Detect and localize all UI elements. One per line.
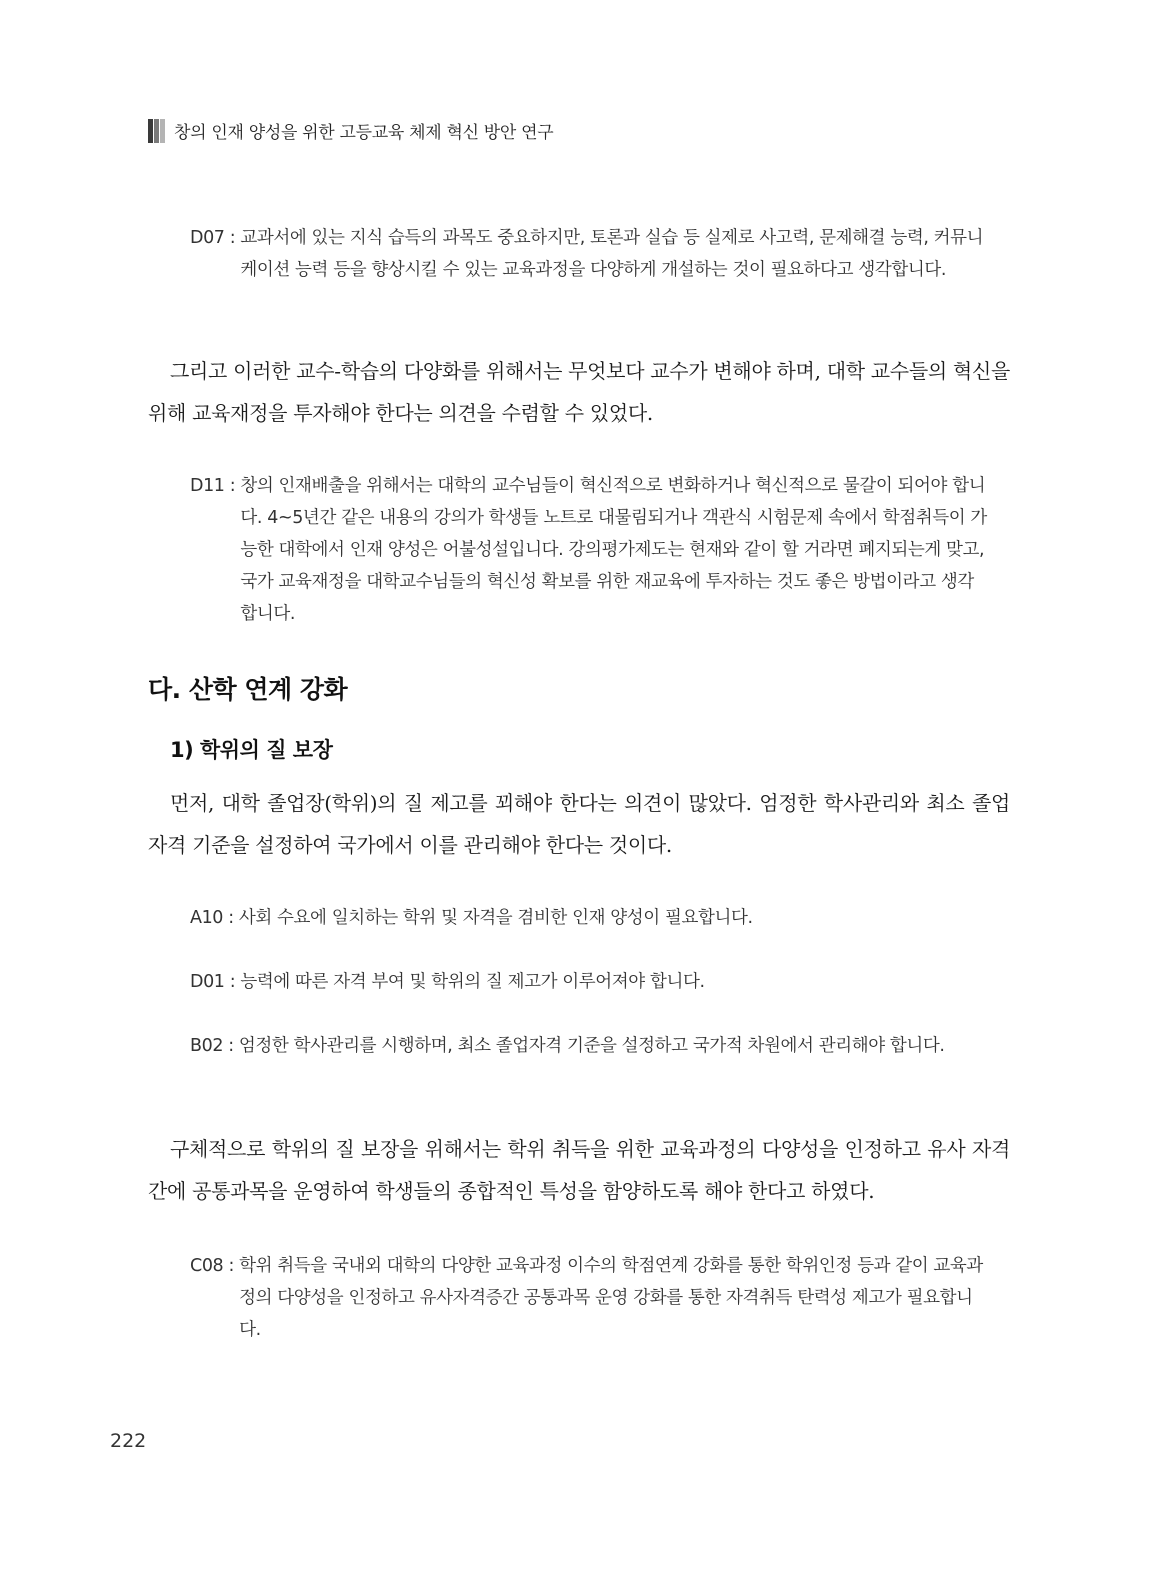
- quote-text: 능력에 따른 자격 부여 및 학위의 질 제고가 이루어져야 합니다.: [240, 972, 705, 992]
- page-number: 222: [110, 1430, 147, 1452]
- body-paragraph: 구체적으로 학위의 질 보장을 위해서는 학위 취득을 위한 교육과정의 다양성을 인정하고 유사 자격 간에 공통과목을 운영하여 학생들의 종합적인 특성을 함양하도록 해야 한다고 하였다.: [148, 1137, 1010, 1203]
- quote-d07: [190, 222, 990, 286]
- quote-c08: [190, 1250, 990, 1346]
- quote-text: 사회 수요에 일치하는 학위 및 자격을 겸비한 인재 양성이 필요합니다.: [238, 908, 753, 928]
- body-paragraph: 먼저, 대학 졸업장(학위)의 질 제고를 꾀해야 한다는 의견이 많았다. 엄정한 학사관리와 최소 졸업자격 기준을 설정하여 국가에서 이를 관리해야 한다는 것이다.: [148, 791, 1010, 857]
- quote-text: 교과서에 있는 지식 습득의 과목도 중요하지만, 토론과 실습 등 실제로 사고력, 문제해결 능력, 커뮤니케이션 능력 등을 향상시킬 수 있는 교육과정을 다양하게 개설하는 것이 필요하다고 생각합니다.: [240, 228, 984, 280]
- body-paragraph: 그리고 이러한 교수-학습의 다양화를 위해서는 무엇보다 교수가 변해야 하며, 대학 교수들의 혁신을 위해 교육재정을 투자해야 한다는 의견을 수렴할 수 있었다.: [148, 359, 1010, 425]
- header-bars-icon: [148, 119, 166, 143]
- quote-code: D11 :: [190, 476, 241, 496]
- quote-code: C08 :: [190, 1256, 240, 1276]
- running-header: [148, 118, 553, 143]
- quote-code: A10 :: [190, 908, 239, 928]
- quote-b02: [190, 1030, 990, 1062]
- quote-a10: [190, 902, 990, 934]
- section-heading: 다. 산학 연계 강화: [148, 675, 348, 704]
- header-title: 창의 인재 양성을 위한 고등교육 체제 혁신 방안 연구: [174, 123, 554, 143]
- quote-code: D01 :: [190, 972, 241, 992]
- quote-code: D07 :: [190, 228, 241, 248]
- quote-text: 학위 취득을 국내외 대학의 다양한 교육과정 이수의 학점연계 강화를 통한 학위인정 등과 같이 교육과정의 다양성을 인정하고 유사자격증간 공통과목 운영 강화를 통한 자격취득 탄력성 제고가 필요합니다.: [239, 1256, 983, 1340]
- quote-text: 창의 인재배출을 위해서는 대학의 교수님들이 혁신적으로 변화하거나 혁신적으로 물갈이 되어야 합니다. 4~5년간 같은 내용의 강의가 학생들 노트로 대물림되거나 객관식 시험문제 속에서 학점취득이 가능한 대학에서 인재 양성은 어불성설입니다. 강의평가제도는 현재와 같이 할 거라면 폐지되는게 맞고, 국가 교육재정을 대학교수님들의 혁신성 확보를 위한 재교육에 투자하는 것도 좋은 방법이라고 생각합니다.: [240, 476, 987, 624]
- quote-d01: [190, 966, 990, 998]
- subsection-heading: 1) 학위의 질 보장: [170, 738, 333, 762]
- quote-text: 엄정한 학사관리를 시행하며, 최소 졸업자격 기준을 설정하고 국가적 차원에서 관리해야 합니다.: [238, 1036, 945, 1056]
- quote-code: B02 :: [190, 1036, 239, 1056]
- quote-d11: [190, 470, 990, 630]
